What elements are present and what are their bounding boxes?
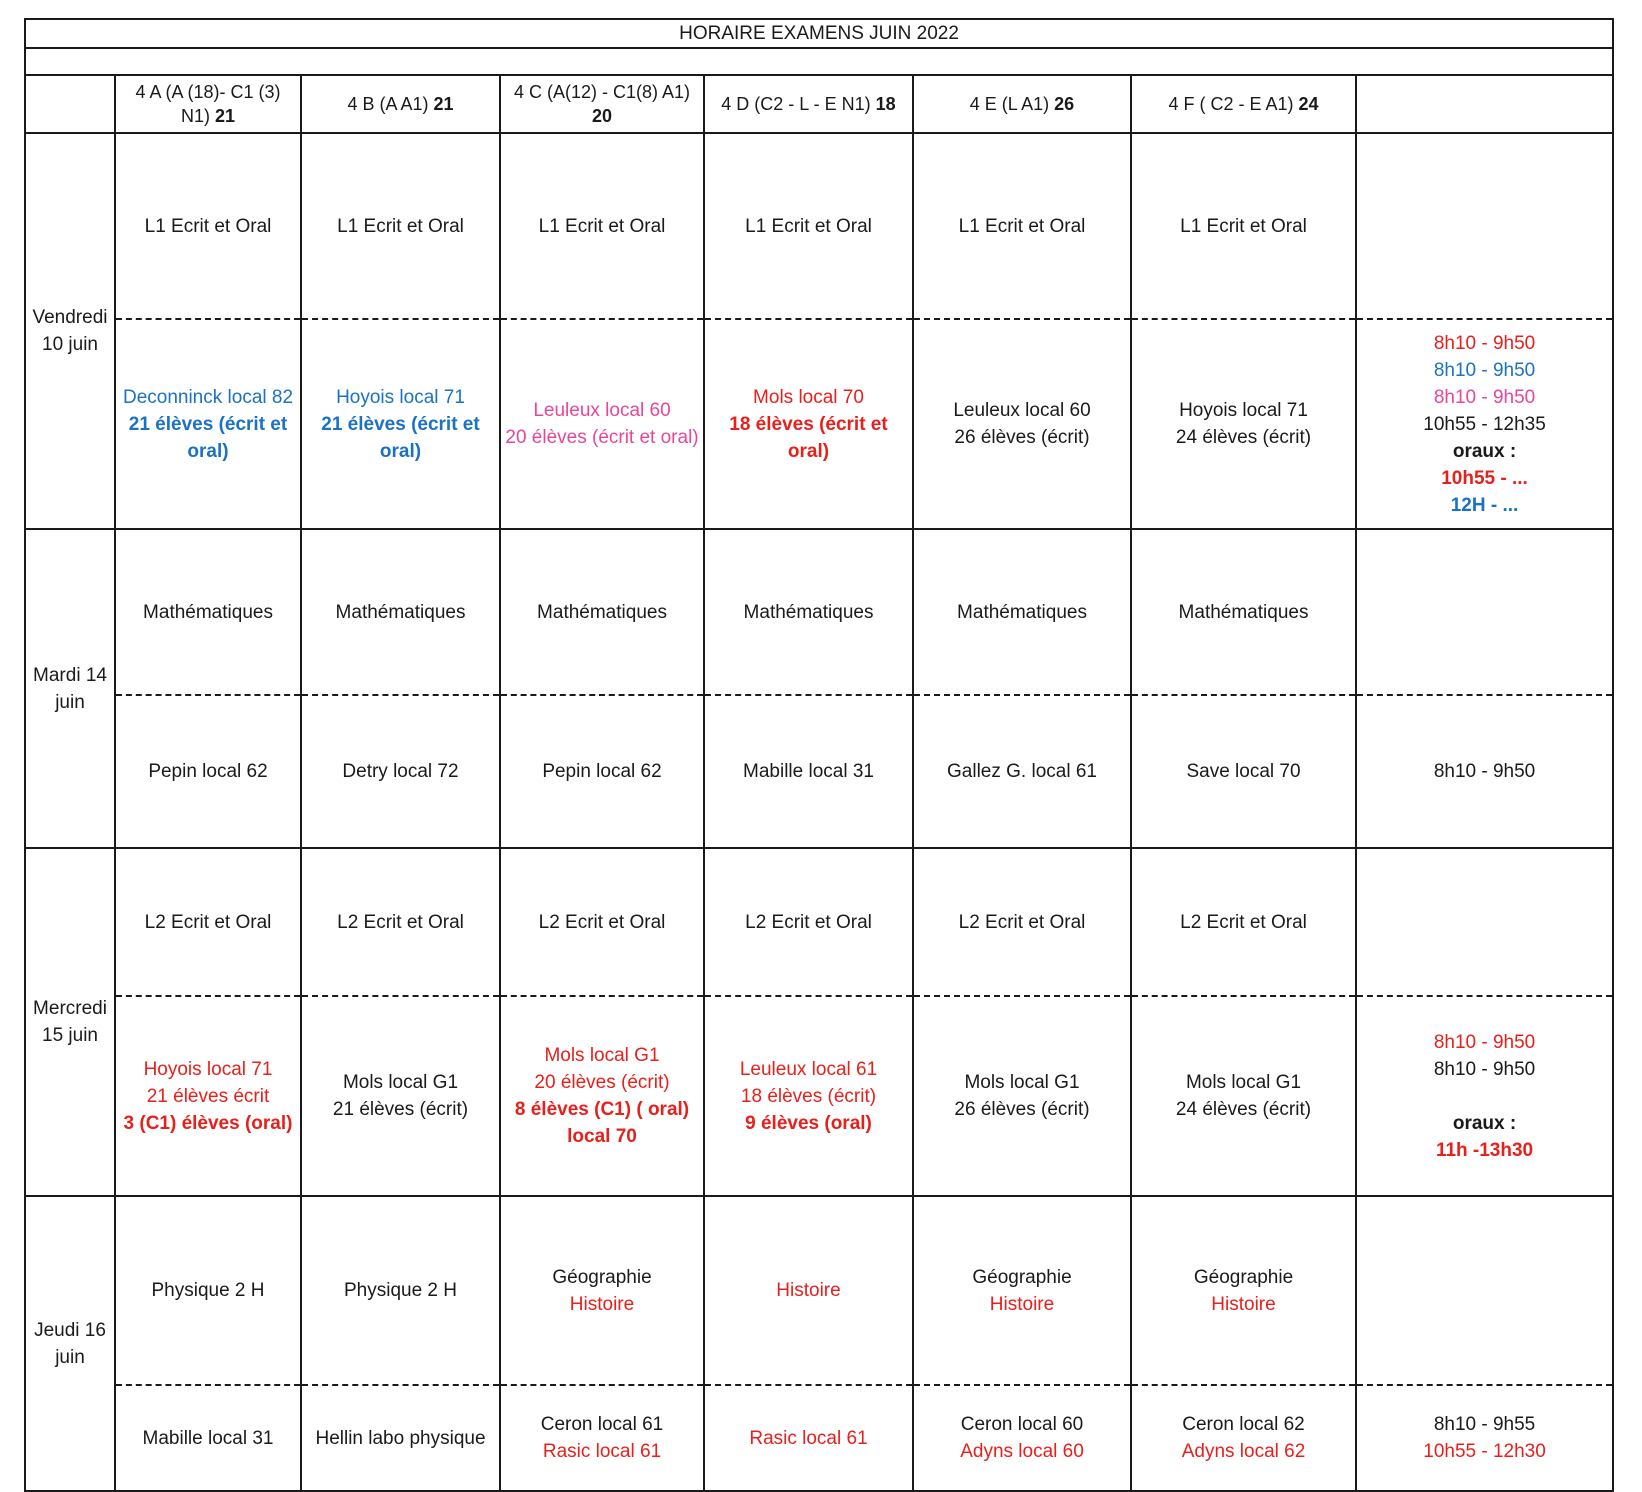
- room-cell: [115, 319, 301, 529]
- room-text: Mols local G1: [544, 1045, 660, 1066]
- time-cell: [1356, 1385, 1613, 1491]
- room-text: Hoyois local 71: [1179, 400, 1308, 421]
- class-count: 21: [215, 106, 236, 126]
- subject-text: Mathématiques: [957, 601, 1087, 623]
- class-label: 4 E (L A1): [969, 94, 1050, 114]
- subject-text: Mathématiques: [743, 601, 874, 623]
- room-text: 18 élèves (écrit): [740, 1085, 877, 1107]
- subject-cell: [704, 133, 913, 319]
- day-label: Jeudi 16 juin: [25, 1196, 115, 1491]
- room-text: Save local 70: [1186, 761, 1301, 782]
- subject-row: [25, 1196, 1613, 1385]
- room-text: Ceron local 61: [540, 1414, 664, 1435]
- subject-cell: [115, 133, 301, 319]
- subject-cell: [500, 848, 704, 996]
- subject-cell: [913, 133, 1131, 319]
- subject-text: L1 Ecrit et Oral: [745, 215, 872, 237]
- room-text: 21 élèves (écrit et oral): [321, 413, 480, 462]
- time-text: 8h10 - 9h50: [1433, 1031, 1536, 1053]
- subject-cell: [500, 133, 704, 319]
- room-text: Adyns local 60: [960, 1441, 1084, 1462]
- time-text: 8h10 - 9h55: [1433, 1414, 1536, 1435]
- header-corner-cell: [25, 75, 115, 133]
- subject-row: [25, 848, 1613, 996]
- subject-cell: [913, 529, 1131, 695]
- time-cell: [1356, 996, 1613, 1196]
- room-text: Ceron local 62: [1182, 1414, 1305, 1435]
- room-text: Mols local 70: [753, 386, 864, 408]
- room-text: 18 élèves (écrit et oral): [729, 413, 888, 462]
- subject-text: L1 Ecrit et Oral: [538, 215, 666, 237]
- room-text: local 70: [567, 1126, 637, 1147]
- room-cell: [115, 996, 301, 1196]
- room-cell: [500, 695, 704, 848]
- room-text: 21 élèves écrit: [146, 1085, 270, 1107]
- subject-text: L1 Ecrit et Oral: [144, 215, 272, 237]
- room-text: Hoyois local 71: [336, 386, 465, 408]
- time-text: 10h55 - 12h35: [1423, 413, 1546, 435]
- room-cell: [500, 1385, 704, 1491]
- subject-text: Histoire: [989, 1293, 1055, 1315]
- class-label: 4 B (A A1): [347, 94, 429, 114]
- room-row: [25, 319, 1613, 529]
- class-header-6: [1131, 75, 1356, 133]
- room-text: 24 élèves (écrit): [1175, 427, 1312, 448]
- room-cell: [1131, 1385, 1356, 1491]
- time-text: 10h55 - 12h30: [1423, 1441, 1546, 1462]
- room-cell: [301, 695, 500, 848]
- day-label: Vendredi 10 juin: [25, 133, 115, 529]
- room-row: [25, 695, 1613, 848]
- class-header-4: [704, 75, 913, 133]
- time-text: oraux :: [1452, 440, 1517, 462]
- class-header-2: [301, 75, 500, 133]
- subject-cell: [1131, 1196, 1356, 1385]
- class-header-5: [913, 75, 1131, 133]
- time-cell: [1356, 319, 1613, 529]
- room-cell: [913, 319, 1131, 529]
- room-text: Rasic local 61: [749, 1427, 868, 1449]
- class-label: 4 C (A(12) - C1(8) A1): [513, 82, 691, 102]
- room-text: Adyns local 62: [1181, 1441, 1306, 1462]
- subject-text: L2 Ecrit et Oral: [337, 911, 464, 933]
- subject-text: L2 Ecrit et Oral: [745, 911, 872, 933]
- room-text: Mols local G1: [964, 1072, 1080, 1093]
- subject-row: [25, 133, 1613, 319]
- room-cell: [704, 695, 913, 848]
- room-cell: [1131, 695, 1356, 848]
- room-text: Mabille local 31: [142, 1427, 274, 1449]
- room-text: 8 élèves (C1) ( oral): [514, 1099, 690, 1120]
- room-text: Leuleux local 60: [533, 400, 671, 421]
- subject-cell: [301, 1196, 500, 1385]
- time-text: 8h10 - 9h50: [1433, 386, 1536, 408]
- room-text: Deconninck local 82: [122, 386, 294, 408]
- subject-text: L2 Ecrit et Oral: [958, 911, 1086, 933]
- subject-text: Mathématiques: [537, 601, 667, 623]
- subject-cell: [1131, 133, 1356, 319]
- day-label: Mardi 14 juin: [25, 529, 115, 848]
- room-row: [25, 996, 1613, 1196]
- time-text: oraux :: [1452, 1112, 1517, 1134]
- subject-cell: [1131, 529, 1356, 695]
- header-row: [25, 75, 1613, 133]
- room-cell: [301, 319, 500, 529]
- subject-cell: [913, 1196, 1131, 1385]
- subject-cell: [301, 133, 500, 319]
- room-cell: [115, 1385, 301, 1491]
- room-cell: [1131, 319, 1356, 529]
- exam-schedule-sheet: [24, 18, 1612, 1492]
- blank-row: [25, 48, 1613, 75]
- time-text: 11h -13h30: [1435, 1139, 1534, 1161]
- room-cell: [500, 996, 704, 1196]
- room-cell: [1131, 996, 1356, 1196]
- subject-text: L1 Ecrit et Oral: [958, 215, 1086, 237]
- subject-cell: [115, 529, 301, 695]
- room-text: Gallez G. local 61: [947, 761, 1097, 782]
- subject-text: Géographie: [1193, 1266, 1294, 1288]
- subject-cell: [704, 1196, 913, 1385]
- subject-text: Mathématiques: [1178, 601, 1309, 623]
- subject-text: L2 Ecrit et Oral: [1180, 911, 1307, 933]
- room-cell: [500, 319, 704, 529]
- room-text: 9 élèves (oral): [745, 1112, 872, 1134]
- class-count: 20: [591, 106, 613, 126]
- subject-cell: [115, 1196, 301, 1385]
- room-row: [25, 1385, 1613, 1491]
- room-cell: [301, 1385, 500, 1491]
- room-cell: [913, 1385, 1131, 1491]
- room-text: Ceron local 60: [960, 1414, 1084, 1435]
- time-empty-cell: [1356, 1196, 1613, 1385]
- room-text: 26 élèves (écrit): [954, 1099, 1090, 1120]
- class-count: 21: [433, 94, 454, 114]
- room-text: Leuleux local 60: [953, 400, 1091, 421]
- subject-text: Géographie: [972, 1266, 1072, 1288]
- room-cell: [913, 996, 1131, 1196]
- room-text: 20 élèves (écrit): [534, 1072, 670, 1093]
- subject-cell: [704, 529, 913, 695]
- subject-text: L2 Ecrit et Oral: [144, 911, 272, 933]
- time-text: 12H - ...: [1450, 494, 1519, 516]
- subject-text: L1 Ecrit et Oral: [1180, 215, 1307, 237]
- time-text: 8h10 - 9h50: [1433, 761, 1536, 782]
- room-text: Mols local G1: [1185, 1072, 1302, 1093]
- time-empty-cell: [1356, 848, 1613, 996]
- room-text: Rasic local 61: [542, 1441, 662, 1462]
- room-text: 21 élèves (écrit): [332, 1099, 469, 1120]
- time-text: [1361, 1083, 1608, 1110]
- time-empty-cell: [1356, 133, 1613, 319]
- room-text: Pepin local 62: [148, 761, 268, 782]
- class-label: 4 D (C2 - L - E N1): [721, 94, 871, 114]
- day-label: Mercredi 15 juin: [25, 848, 115, 1196]
- room-cell: [115, 695, 301, 848]
- exam-schedule-table: [24, 18, 1614, 1492]
- subject-text: Mathématiques: [143, 601, 273, 623]
- subject-row: [25, 529, 1613, 695]
- schedule-title: HORAIRE EXAMENS JUIN 2022: [25, 19, 1613, 48]
- room-text: 26 élèves (écrit): [954, 427, 1090, 448]
- subject-text: Histoire: [1211, 1293, 1276, 1315]
- subject-cell: [704, 848, 913, 996]
- class-count: 26: [1054, 94, 1075, 114]
- room-text: 21 élèves (écrit et oral): [128, 413, 288, 462]
- room-text: 3 (C1) élèves (oral): [123, 1112, 293, 1134]
- time-text: 8h10 - 9h50: [1433, 1058, 1536, 1080]
- class-count: 18: [875, 94, 896, 114]
- room-cell: [704, 1385, 913, 1491]
- room-text: Pepin local 62: [542, 761, 662, 782]
- room-text: Detry local 72: [342, 761, 459, 782]
- subject-cell: [500, 1196, 704, 1385]
- subject-text: Géographie: [552, 1266, 652, 1288]
- time-cell: [1356, 695, 1613, 848]
- subject-text: L2 Ecrit et Oral: [538, 911, 666, 933]
- room-text: Hellin labo physique: [315, 1427, 486, 1449]
- room-text: 24 élèves (écrit): [1175, 1099, 1312, 1120]
- class-header-1: [115, 75, 301, 133]
- time-header-cell: [1356, 75, 1613, 133]
- time-text: 8h10 - 9h50: [1433, 332, 1536, 354]
- room-text: Mols local G1: [342, 1072, 459, 1093]
- room-text: Leuleux local 61: [739, 1058, 878, 1080]
- time-empty-cell: [1356, 529, 1613, 695]
- class-header-3: [500, 75, 704, 133]
- room-cell: [913, 695, 1131, 848]
- subject-cell: [500, 529, 704, 695]
- class-label: 4 A (A (18)- C1 (3) N1): [135, 82, 281, 126]
- class-label: 4 F ( C2 - E A1): [1168, 94, 1294, 114]
- subject-text: Physique 2 H: [151, 1280, 265, 1301]
- room-cell: [704, 319, 913, 529]
- room-cell: [301, 996, 500, 1196]
- subject-cell: [1131, 848, 1356, 996]
- subject-text: Physique 2 H: [343, 1280, 457, 1301]
- time-text: 10h55 - ...: [1441, 467, 1528, 489]
- subject-text: Histoire: [569, 1293, 635, 1315]
- subject-text: Histoire: [776, 1280, 841, 1301]
- subject-text: Mathématiques: [335, 601, 466, 623]
- time-text: 8h10 - 9h50: [1433, 359, 1536, 381]
- class-count: 24: [1298, 94, 1319, 114]
- room-cell: [704, 996, 913, 1196]
- subject-cell: [913, 848, 1131, 996]
- subject-cell: [301, 848, 500, 996]
- room-text: Hoyois local 71: [143, 1058, 273, 1080]
- subject-cell: [301, 529, 500, 695]
- subject-text: L1 Ecrit et Oral: [337, 215, 464, 237]
- subject-cell: [115, 848, 301, 996]
- room-text: 20 élèves (écrit et oral): [505, 427, 699, 448]
- room-text: Mabille local 31: [743, 761, 874, 782]
